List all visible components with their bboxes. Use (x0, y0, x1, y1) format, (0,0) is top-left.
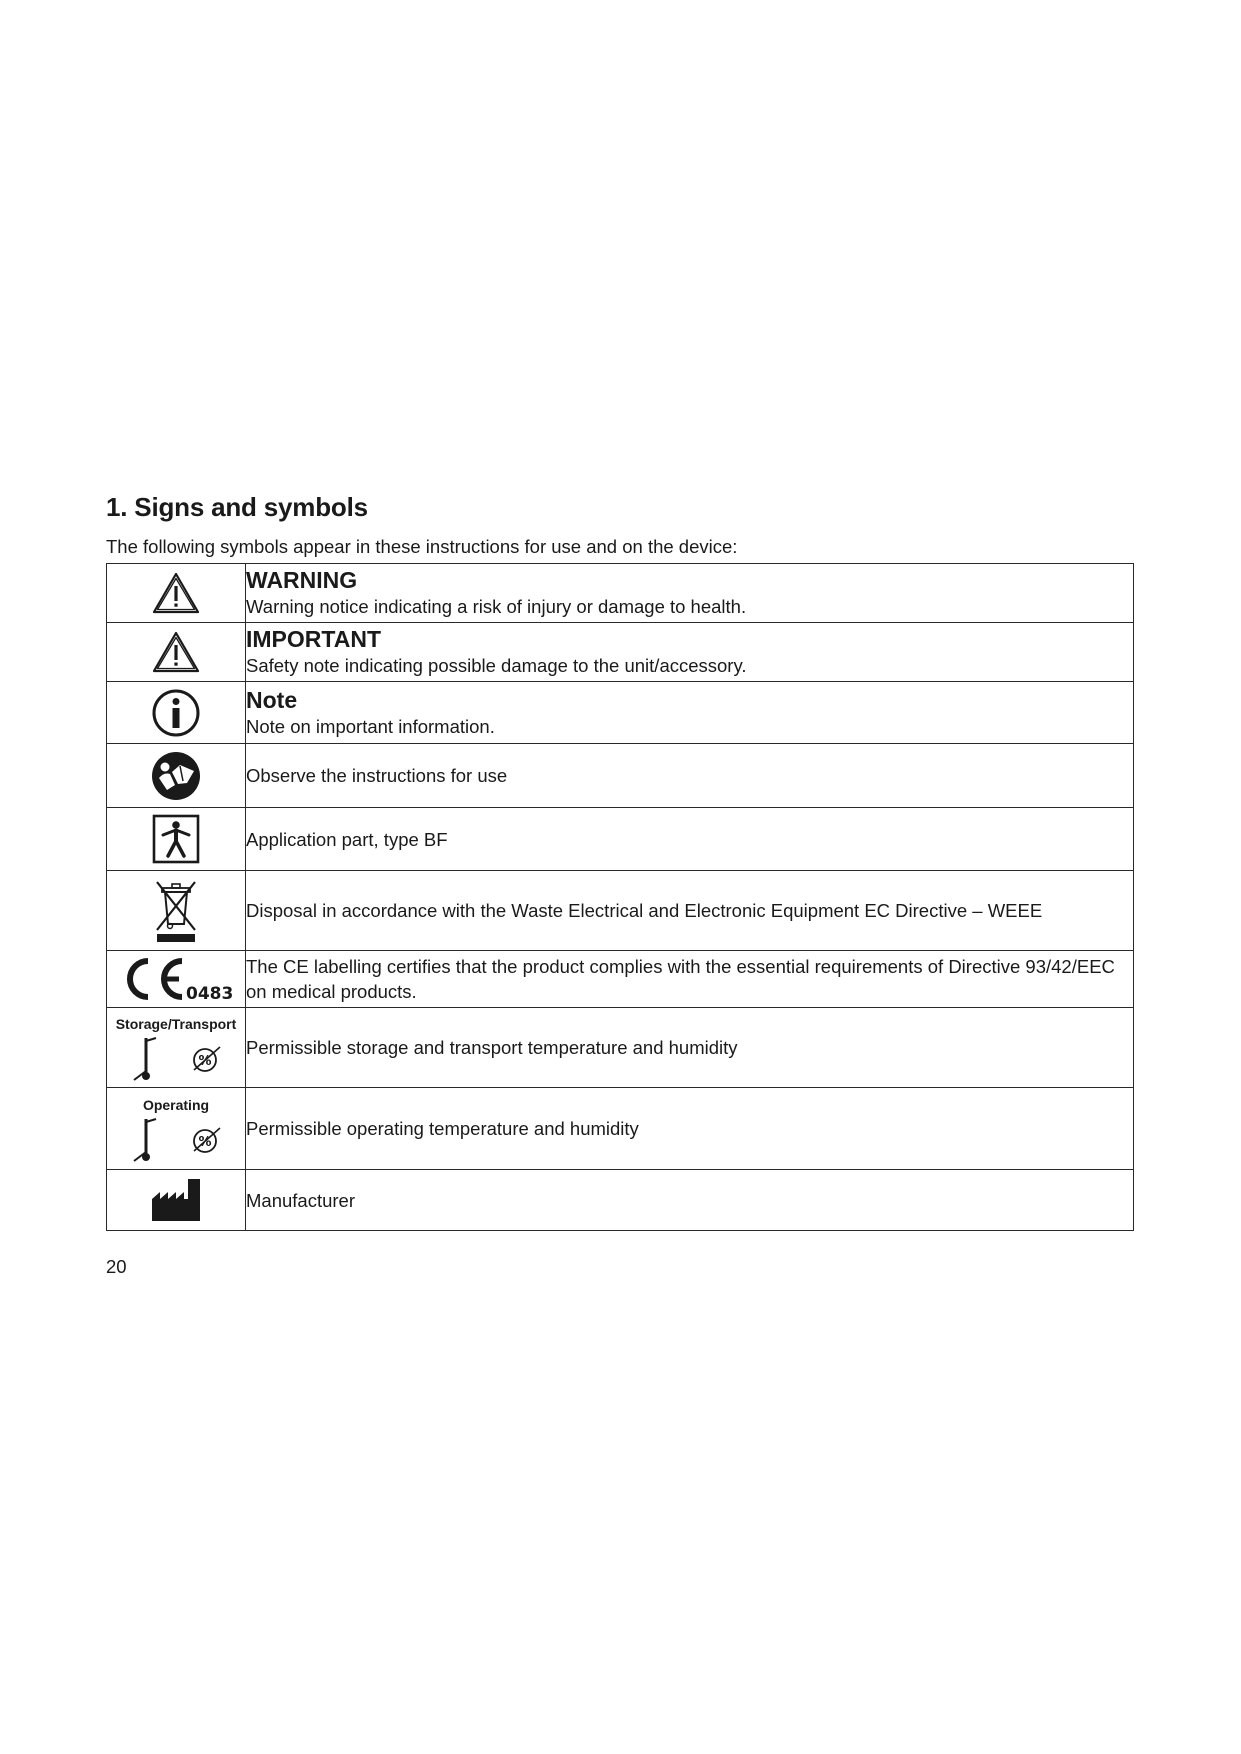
symbol-cell (107, 951, 246, 1008)
symbol-label: Operating (142, 1096, 210, 1113)
description-cell (246, 623, 1134, 682)
table-row-manufacturer (107, 1170, 1134, 1231)
symbol-cell (107, 808, 246, 871)
icon-group (107, 1035, 245, 1083)
row-description: Observe the instructions for use (246, 765, 508, 786)
description-cell (246, 1170, 1134, 1231)
info-circle-icon (150, 687, 202, 739)
table-row-important (107, 623, 1134, 682)
symbol-cell (107, 682, 246, 744)
description-cell (246, 1088, 1134, 1170)
symbol-cell (107, 1008, 246, 1088)
symbol-cell (107, 1170, 246, 1231)
intro-text: The following symbols appear in these instructions for use and on the device: (106, 536, 738, 557)
table-row-note (107, 682, 1134, 744)
description-cell (246, 682, 1134, 744)
symbol-cell (107, 623, 246, 682)
page-number: 20 (106, 1256, 127, 1277)
description-cell (246, 1008, 1134, 1088)
description-cell (246, 744, 1134, 808)
row-title: Note (246, 686, 298, 713)
row-description: The CE labelling certifies that the product complies with the essential requirements of Directive 93/42/EEC on medical products. (246, 956, 1115, 1002)
table-row-weee (107, 871, 1134, 951)
table-row-storage-transport (107, 1008, 1134, 1088)
row-description: Manufacturer (246, 1189, 355, 1211)
read-instructions-icon (150, 750, 202, 802)
symbol-cell (107, 744, 246, 808)
row-description: Note on important information. (246, 715, 495, 737)
symbol-cell (107, 1088, 246, 1170)
section-title: 1. Signs and symbols (106, 492, 368, 522)
temperature-limit-icon (129, 1035, 163, 1083)
warning-triangle-icon (151, 630, 201, 674)
svg-text:%: % (198, 1053, 212, 1069)
description-cell (246, 564, 1134, 623)
description-cell (246, 951, 1134, 1008)
temperature-limit-icon (129, 1116, 163, 1164)
humidity-limit-icon (189, 1042, 223, 1076)
row-description: Permissible operating temperature and humidity (246, 1118, 639, 1139)
humidity-limit-icon (189, 1123, 223, 1157)
ce-notified-body-number: 0483 (186, 984, 234, 1004)
symbol-label: Storage/Transport (115, 1015, 237, 1032)
row-description: Warning notice indicating a risk of injury or damage to health. (246, 596, 747, 617)
table-row-ce (107, 951, 1134, 1008)
description-cell (246, 871, 1134, 951)
row-description: Permissible storage and transport temperature and humidity (246, 1037, 738, 1058)
row-title: WARNING (246, 567, 358, 593)
icon-group (107, 1116, 245, 1164)
table-row-warning (107, 564, 1134, 623)
table-row-operating (107, 1088, 1134, 1170)
weee-crossed-bin-icon (151, 878, 201, 944)
type-bf-applied-part-icon (151, 813, 201, 865)
description-cell (246, 808, 1134, 871)
ce-mark-icon (118, 953, 234, 1005)
svg-text:%: % (198, 1134, 212, 1150)
row-description: Disposal in accordance with the Waste Electrical and Electronic Equipment EC Directive – WEEE (246, 900, 1043, 921)
table-row-instructions (107, 744, 1134, 808)
warning-triangle-icon (151, 571, 201, 615)
symbols-table (106, 563, 1134, 1231)
table-row-type-bf (107, 808, 1134, 871)
row-title: IMPORTANT (246, 626, 382, 652)
symbol-cell (107, 564, 246, 623)
symbol-cell (107, 871, 246, 951)
manufacturer-factory-icon (150, 1177, 202, 1223)
row-description: Safety note indicating possible damage to the unit/accessory. (246, 655, 747, 676)
row-description: Application part, type BF (246, 828, 448, 850)
